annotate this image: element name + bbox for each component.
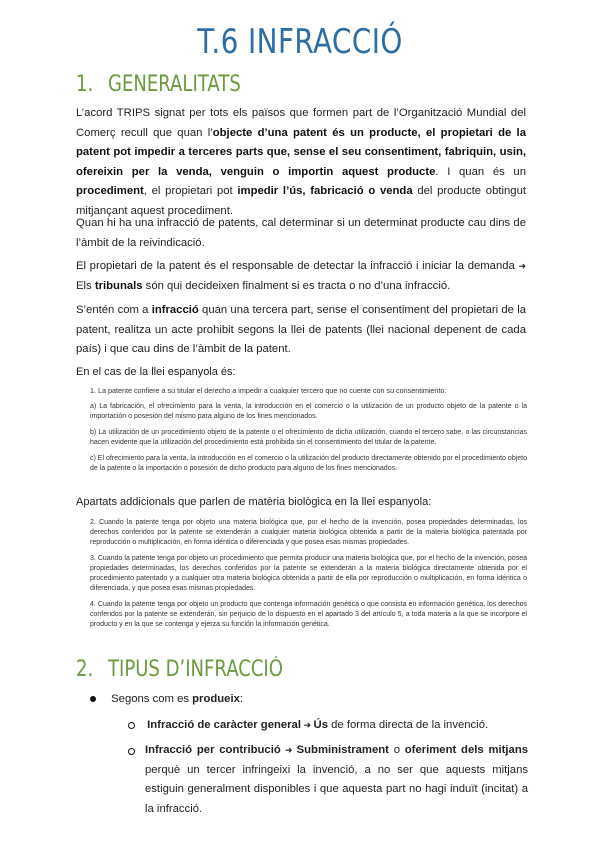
text: són qui decideixen finalment si es tracta o no d’una infracció. — [142, 279, 451, 292]
section-title: TIPUS D’INFRACCIÓ — [107, 657, 283, 682]
quote-paragraph: 4. Cuando la patente tenga por objeto un producto que contenga información genética o que consista en información genética, los derechos conferidos por la patente se extenderán, sin perjuicio de lo dispuesto en el apartado 3 del artículo 5, a toda materia a la que se incorpore el producto y en la que se contenga y ejerza su función la información genética. — [90, 601, 527, 628]
paragraph-definicio-infraccio — [76, 301, 526, 360]
text: del producte obtingut mitjançant aquest procediment. — [76, 185, 527, 217]
arrow-icon: ➜ — [280, 745, 297, 755]
spanish-law-quote — [90, 386, 527, 480]
bold-text: procediment — [76, 185, 144, 197]
quote-paragraph: a) La fabricación, el ofrecimiento para la venta, la introducción en el comercio o la utilización de un producto objeto de la patente o la importación o posesión del mismo para alguno de los fines mencionados. — [90, 403, 527, 420]
section-number: 1. — [76, 72, 94, 97]
bold-text: impedir l’ús, fabricació o venda — [237, 185, 413, 197]
section-heading-generalitats — [76, 72, 241, 97]
quote-paragraph: 1. La patente confiere a su titular el derecho a impedir a cualquier tercero que no cuente con su consentimiento: — [90, 386, 447, 395]
spanish-law-intro: En el cas de la llei espanyola és: — [76, 366, 236, 378]
bold-text: objecte d’una patent és un producte, el propietari de la patent pot impedir a terceres parts que, sense el seu consentiment, fabriquin, usin, ofereixin per la venda, venguin o importin aquest producte — [76, 126, 526, 178]
quote-paragraph: b) La utilización de un procedimiento objeto de la patente o el ofrecimiento de dicha utilización, cuando el tercero sabe, o las circunstancias hacen evidente que la utilización del procedimiento está prohibida sin el consentimiento del titular de la patente. — [90, 429, 527, 446]
biological-matter-quote — [90, 518, 527, 636]
sub-list-item — [128, 741, 528, 819]
bold-text: tribunals — [94, 279, 143, 292]
bold-text: infracció — [151, 304, 199, 316]
text: L’acord TRIPS signat per tots els països que formen part de l’Organització Mundial del Comerç recull que quan l’ — [76, 107, 526, 139]
text: o — [388, 744, 405, 756]
list-item — [90, 690, 243, 710]
text: Els — [76, 279, 95, 292]
quote-paragraph: 3. Cuando la patente tenga por objeto un procedimiento que permita producir una materia biológica que, por el hecho de la invención, posea propiedades determinadas, los derechos conferidos por la patente se extenderán a la materia biológica directamente obtenida por el procedimiento patentado y a cualquier otra materia biológica obtenida a partir de ella por reproducción o multiplicación, en forma idéntica o diferenciada, y que posea esas mismas propiedades. — [90, 555, 527, 592]
section-number: 2. — [76, 657, 94, 682]
text: : — [239, 693, 243, 705]
text: , el propietari pot — [143, 185, 238, 197]
text: . I quan és un — [435, 165, 526, 178]
bold-text: Infracció de caràcter general — [147, 719, 301, 731]
arrow-icon: ➜ — [300, 720, 314, 730]
sub-list-item — [128, 716, 528, 736]
sub-bullet-icon — [128, 748, 135, 755]
quote-paragraph: c) El ofrecimiento para la venta, la introducción en el comercio o la utilización del producto directamente obtenido por el procedimiento objeto de la patente o la importación o posesión de dicho producto para alguno de los fines mencionados. — [90, 455, 527, 472]
section-heading-tipus-infraccio — [76, 657, 283, 682]
quote-paragraph: 2. Cuando la patente tenga por objeto una materia biológica que, por el hecho de la invención, posea propiedades determinadas, los derechos conferidos por la patente se extenderán a cualquier materia biológica obtenida a partir de la materia biológica patentada por reproducción o multiplicación, en forma idéntica o diferenciada y que posea esas mismas propiedades. — [90, 519, 527, 546]
paragraph-trips — [76, 104, 526, 221]
text: El propietari de la patent és el responsable de detectar la infracció i iniciar la demanda — [76, 260, 519, 272]
text: de forma directa de la invenció. — [327, 719, 489, 731]
bold-text: oferiment dels mitjans — [404, 744, 528, 756]
sub-bullet-icon — [128, 722, 135, 729]
bullet-icon — [90, 696, 96, 702]
arrow-icon: ➜ — [518, 261, 526, 271]
text: S’entén com a — [76, 304, 152, 316]
bold-text: produeix — [192, 693, 240, 705]
paragraph-demanda — [76, 257, 526, 296]
bold-text: Infracció per contribució — [145, 744, 281, 756]
additional-sections-intro: Apartats addicionals que parlen de matèria biològica en la llei espanyola: — [76, 496, 432, 508]
bold-text: Ús — [313, 719, 328, 731]
text: perquè un tercer infringeixi la invenció, a no ser que aquests mitjans estiguin generalment disponibles i que aquesta part no hagi induït (incitat) a la infracció. — [145, 763, 528, 815]
text: quan una tercera part, sense el consentiment del propietari de la patent, realitza un acte prohibit segons la llei de patents (llei nacional depenent de cada país) i que cau dins de l’àmbit de la patent. — [76, 304, 526, 355]
section-title: GENERALITATS — [107, 72, 241, 97]
bold-text: Subministrament — [296, 744, 389, 756]
paragraph-reivindicacio: Quan hi ha una infracció de patents, cal determinar si un determinat producte cau dins de l’àmbit de la reivindicació. — [76, 217, 526, 249]
text: Segons com es — [111, 693, 193, 705]
page-title: T.6 INFRACCIÓ — [197, 22, 403, 62]
